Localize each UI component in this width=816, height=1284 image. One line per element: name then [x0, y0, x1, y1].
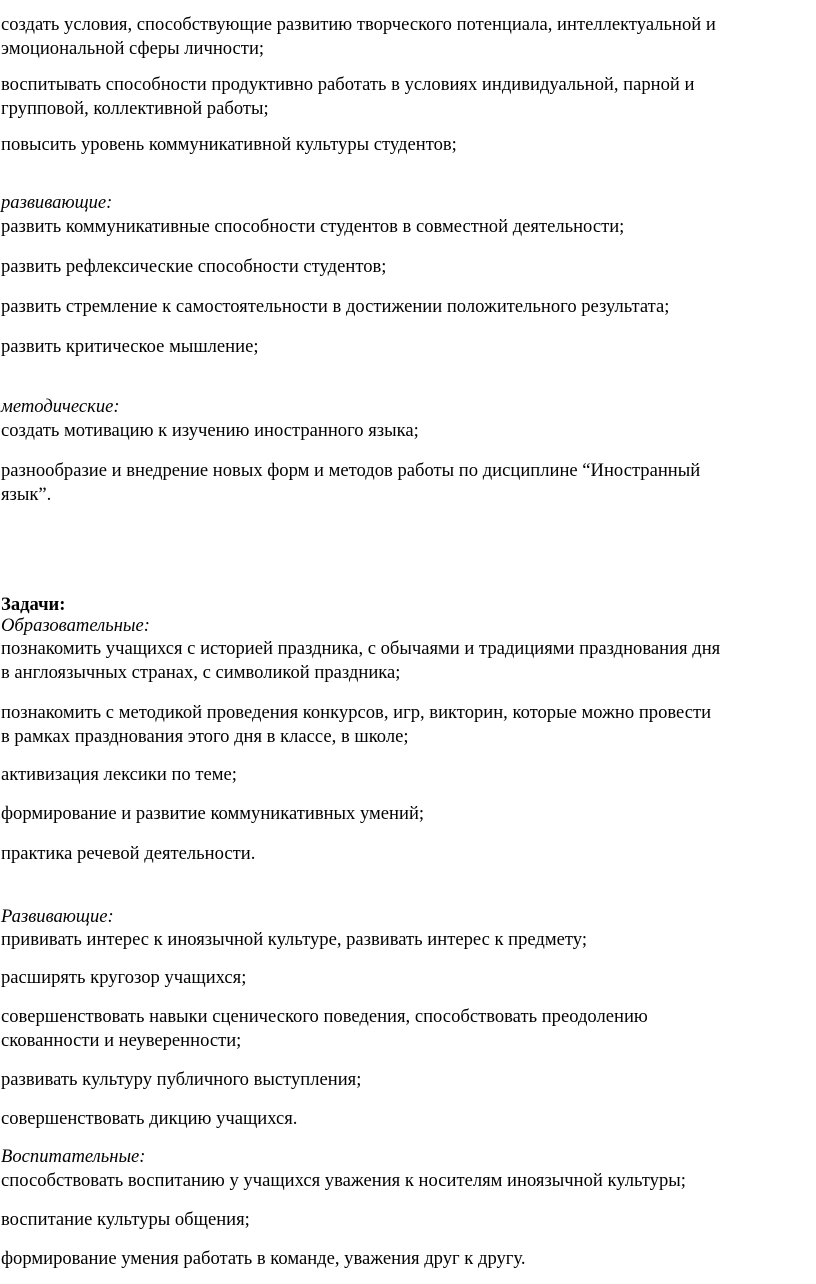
task-line: расширять кругозор учащихся;	[1, 967, 247, 988]
task-line: способствовать воспитанию у учащихся уважения к носителям иноязычной культуры;	[1, 1170, 686, 1191]
task-line: формирование умения работать в команде, уважения друг к другу.	[1, 1248, 526, 1269]
task-line: прививать интерес к иноязычной культуре, развивать интерес к предмету;	[1, 929, 588, 950]
goal-line: создать мотивацию к изучению иностранного языка;	[1, 420, 419, 441]
task-line: формирование и развитие коммуникативных умений;	[1, 803, 425, 824]
goal-line: развить стремление к самостоятельности в достижении положительного результата;	[1, 296, 670, 317]
task-line: в рамках празднования этого дня в классе, в школе;	[1, 726, 409, 747]
goal-line: развить критическое мышление;	[1, 336, 259, 357]
task-line: активизация лексики по теме;	[1, 764, 237, 785]
goal-line: эмоциональной сферы личности;	[1, 38, 265, 59]
goal-line: развить коммуникативные способности студентов в совместной деятельности;	[1, 216, 625, 237]
goal-line: язык”.	[1, 484, 52, 505]
task-line: в англоязычных странах, с символикой праздника;	[1, 662, 401, 683]
section-heading-educational: Образовательные:	[1, 615, 150, 636]
goal-line: создать условия, способствующие развитию творческого потенциала, интеллектуальной и	[1, 14, 716, 35]
task-line: развивать культуру публичного выступления;	[1, 1069, 362, 1090]
goal-line: групповой, коллективной работы;	[1, 98, 269, 119]
task-line: воспитание культуры общения;	[1, 1209, 250, 1230]
goal-line: развить рефлексические способности студентов;	[1, 256, 387, 277]
task-line: познакомить учащихся с историей праздника, с обычаями и традициями празднования дня	[1, 638, 721, 659]
goal-line: разнообразие и внедрение новых форм и методов работы по дисциплине “Иностранный	[1, 460, 701, 481]
goal-line: повысить уровень коммуникативной культуры студентов;	[1, 134, 457, 155]
section-heading-developing: развивающие:	[1, 192, 113, 213]
task-line: скованности и неуверенности;	[1, 1030, 242, 1051]
task-line: познакомить с методикой проведения конкурсов, игр, викторин, которые можно провести	[1, 702, 712, 723]
task-line: практика речевой деятельности.	[1, 843, 256, 864]
section-heading-methodical: методические:	[1, 396, 120, 417]
task-line: совершенствовать навыки сценического поведения, способствовать преодолению	[1, 1006, 648, 1027]
section-heading-upbringing: Воспитательные:	[1, 1146, 146, 1167]
tasks-heading: Задачи:	[1, 594, 66, 615]
task-line: совершенствовать дикцию учащихся.	[1, 1108, 298, 1129]
goal-line: воспитывать способности продуктивно работать в условиях индивидуальной, парной и	[1, 74, 695, 95]
section-heading-developing-tasks: Развивающие:	[1, 906, 114, 927]
